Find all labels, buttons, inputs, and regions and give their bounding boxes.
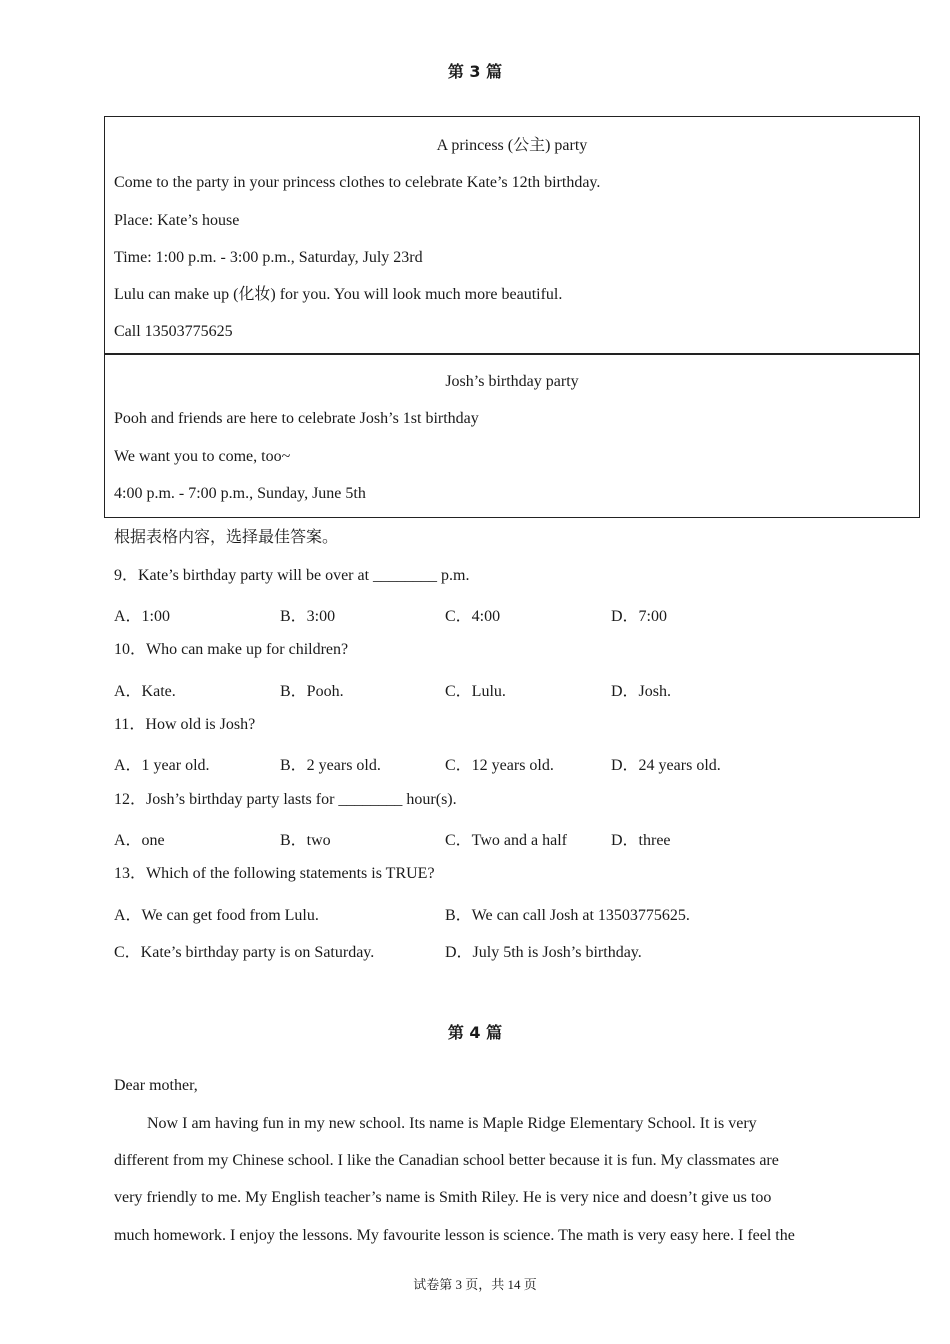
- ad-josh-line: We want you to come, too~: [114, 448, 291, 465]
- option-d[interactable]: D．July 5th is Josh’s birthday.: [445, 944, 642, 961]
- instruction-text: 根据表格内容，选择最佳答案。: [114, 529, 339, 546]
- option-b[interactable]: B．2 years old.: [280, 757, 381, 774]
- option-b[interactable]: B．We can call Josh at 13503775625.: [445, 907, 690, 924]
- letter-line: Now I am having fun in my new school. Its name is Maple Ridge Elementary School. It is very: [147, 1115, 757, 1132]
- option-d[interactable]: D．24 years old.: [611, 757, 721, 774]
- ad-josh-party-title: Josh’s birthday party: [445, 373, 579, 390]
- question-stem: 10．Who can make up for children?: [114, 641, 349, 658]
- ad-josh-line: Pooh and friends are here to celebrate Josh’s 1st birthday: [114, 410, 479, 427]
- ad-princess-line: Place: Kate’s house: [114, 212, 240, 229]
- option-d[interactable]: D．Josh.: [611, 683, 672, 700]
- option-c[interactable]: C．Kate’s birthday party is on Saturday.: [114, 944, 375, 961]
- option-a[interactable]: A．Kate.: [114, 683, 176, 700]
- ad-princess-line: Lulu can make up (化妆) for you. You will look much more beautiful.: [114, 286, 563, 303]
- option-a[interactable]: A．1 year old.: [114, 757, 210, 774]
- question-stem: 12．Josh’s birthday party lasts for ________ hour(s).: [114, 791, 457, 808]
- ad-princess-party-title: A princess (公主) party: [436, 137, 588, 154]
- option-c[interactable]: C．Two and a half: [445, 832, 567, 849]
- letter-greeting: Dear mother,: [114, 1077, 198, 1094]
- page-footer: 试卷第 3 页，共 14 页: [413, 1277, 537, 1292]
- letter-line: very friendly to me. My English teacher’s name is Smith Riley. He is very nice and doesn’t give us too: [114, 1189, 772, 1206]
- option-c[interactable]: C．4:00: [445, 608, 501, 625]
- section-3-title: 第 3 篇: [447, 62, 503, 81]
- option-c[interactable]: C．12 years old.: [445, 757, 554, 774]
- ad-princess-line: Call 13503775625: [114, 323, 233, 340]
- ad-josh-party-box: [104, 353, 920, 518]
- section-4-title: 第 4 篇: [447, 1023, 503, 1042]
- option-a[interactable]: A．1:00: [114, 608, 171, 625]
- option-b[interactable]: B．two: [280, 832, 331, 849]
- question-stem: 11．How old is Josh?: [114, 716, 256, 733]
- option-d[interactable]: D．three: [611, 832, 671, 849]
- option-a[interactable]: A．We can get food from Lulu.: [114, 907, 319, 924]
- option-c[interactable]: C．Lulu.: [445, 683, 506, 700]
- letter-line: different from my Chinese school. I like the Canadian school better because it is fun. My classmates are: [114, 1152, 779, 1169]
- option-b[interactable]: B．3:00: [280, 608, 336, 625]
- option-b[interactable]: B．Pooh.: [280, 683, 344, 700]
- ad-josh-line: 4:00 p.m. - 7:00 p.m., Sunday, June 5th: [114, 485, 366, 502]
- question-stem: 9．Kate’s birthday party will be over at ________ p.m.: [114, 567, 470, 584]
- ad-princess-line: Come to the party in your princess clothes to celebrate Kate’s 12th birthday.: [114, 174, 601, 191]
- ad-princess-line: Time: 1:00 p.m. - 3:00 p.m., Saturday, July 23rd: [114, 249, 423, 266]
- ad-princess-party-box: [104, 116, 920, 355]
- option-d[interactable]: D．7:00: [611, 608, 668, 625]
- question-stem: 13．Which of the following statements is TRUE?: [114, 865, 435, 882]
- option-a[interactable]: A．one: [114, 832, 165, 849]
- letter-line: much homework. I enjoy the lessons. My favourite lesson is science. The math is very easy here. I feel the: [114, 1227, 795, 1244]
